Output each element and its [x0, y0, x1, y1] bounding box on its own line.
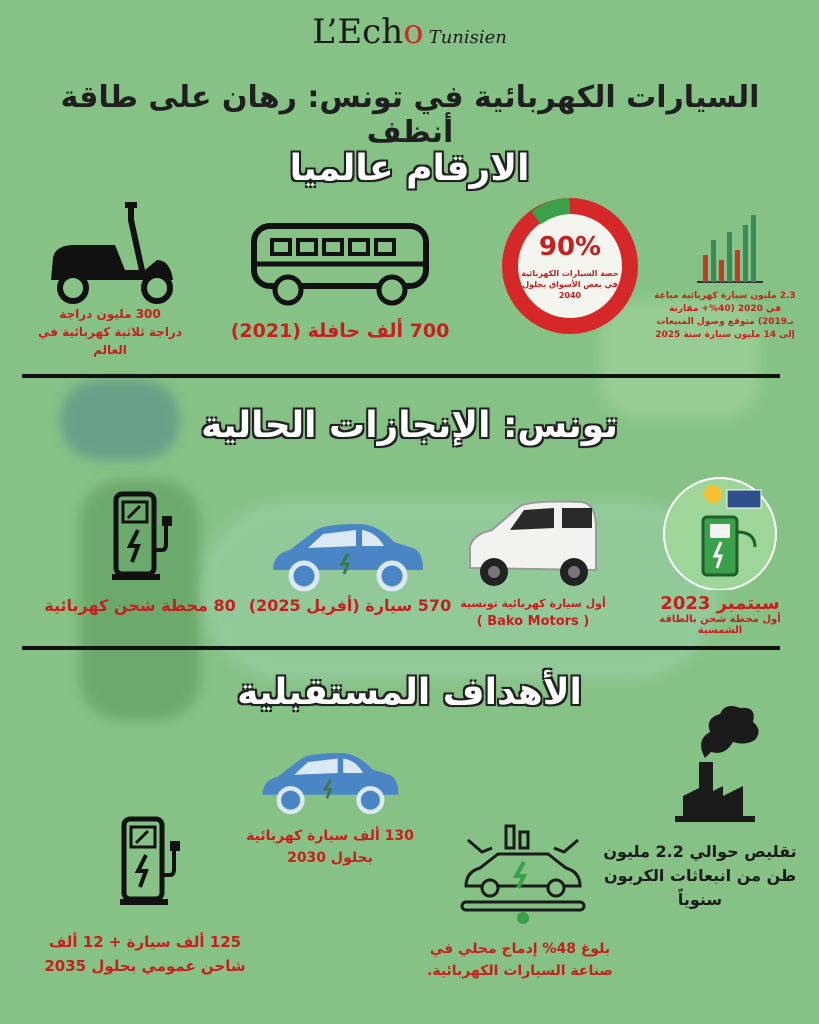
share-percent: 90% [538, 232, 602, 262]
section-current-title: تونس: الإنجازات الحالية [201, 405, 618, 446]
stations-text: 80 محطة شحن كهربائية [44, 596, 236, 615]
bako-brand: ( Bako Motors ) [476, 614, 590, 629]
divider-1 [22, 374, 780, 378]
bikes-text [20, 305, 200, 359]
ev-sales-text: 2.3 مليون سيارة كهربائية مباعة في 2020 (40%+ مقارنة بـ2019) متوقع وصول المبيعات إلى 14 مليون سيارة سنة 2025 [654, 291, 796, 340]
charging-station-icon [110, 490, 180, 582]
share-text: حصة السيارات الكهربائية في بعض الأسواق بحلول 2040 [521, 269, 619, 300]
bar-chart-icon [695, 210, 765, 285]
divider-2 [22, 646, 780, 650]
bikes-line2: دراجة ثلاثية كهربائية في العالم [38, 325, 182, 357]
solar-title: سبتمبر 2023 [660, 593, 780, 614]
carbon-text: تقليص حوالي 2.2 مليون طن من انبعاثات الكربون سنوياً [603, 842, 797, 909]
brand-logo [0, 12, 819, 52]
section-future-title: الأهداف المستقبلية [237, 672, 582, 713]
bikes-line1: 300 مليون دراجة [59, 307, 161, 321]
buses-text: 700 ألف حافلة (2021) [230, 320, 450, 342]
electric-car-icon [268, 520, 428, 592]
cars2030-text: 130 ألف سيارة كهربائية بحلول 2030 [246, 828, 414, 866]
bako-text: أول سيارة كهربائية تونسية [460, 597, 606, 610]
scooter-icon [45, 200, 180, 305]
section-global-title: الارقام عالميا [289, 148, 530, 189]
solar-charger-icon [655, 472, 785, 590]
solar-text: أول محطة شحن بالطاقة الشمسية [659, 614, 781, 636]
factory-icon [665, 700, 765, 825]
bus-icon [250, 222, 430, 307]
share-donut [500, 196, 640, 336]
page-title: السيارات الكهربائية في تونس: رهان على طاقة أنظف [60, 80, 760, 150]
charging-station-future-icon [118, 815, 188, 907]
integration-text: بلوغ 48% إدماج محلي في صناعة السيارات الكهربائية. [427, 941, 613, 979]
bako-car-image [462, 498, 602, 590]
cars-text: 570 سيارة (أفريل 2025) [248, 596, 452, 615]
logo-o: o [403, 12, 424, 52]
logo-main: L’Ech [312, 12, 404, 52]
electric-car-future-icon [258, 748, 403, 816]
logo-sub: Tunisien [428, 27, 507, 48]
ev-assembly-line-icon [458, 822, 588, 927]
goal2035-text: 125 ألف سيارة + 12 ألف شاحن عمومي بحلول 2035 [44, 933, 246, 975]
